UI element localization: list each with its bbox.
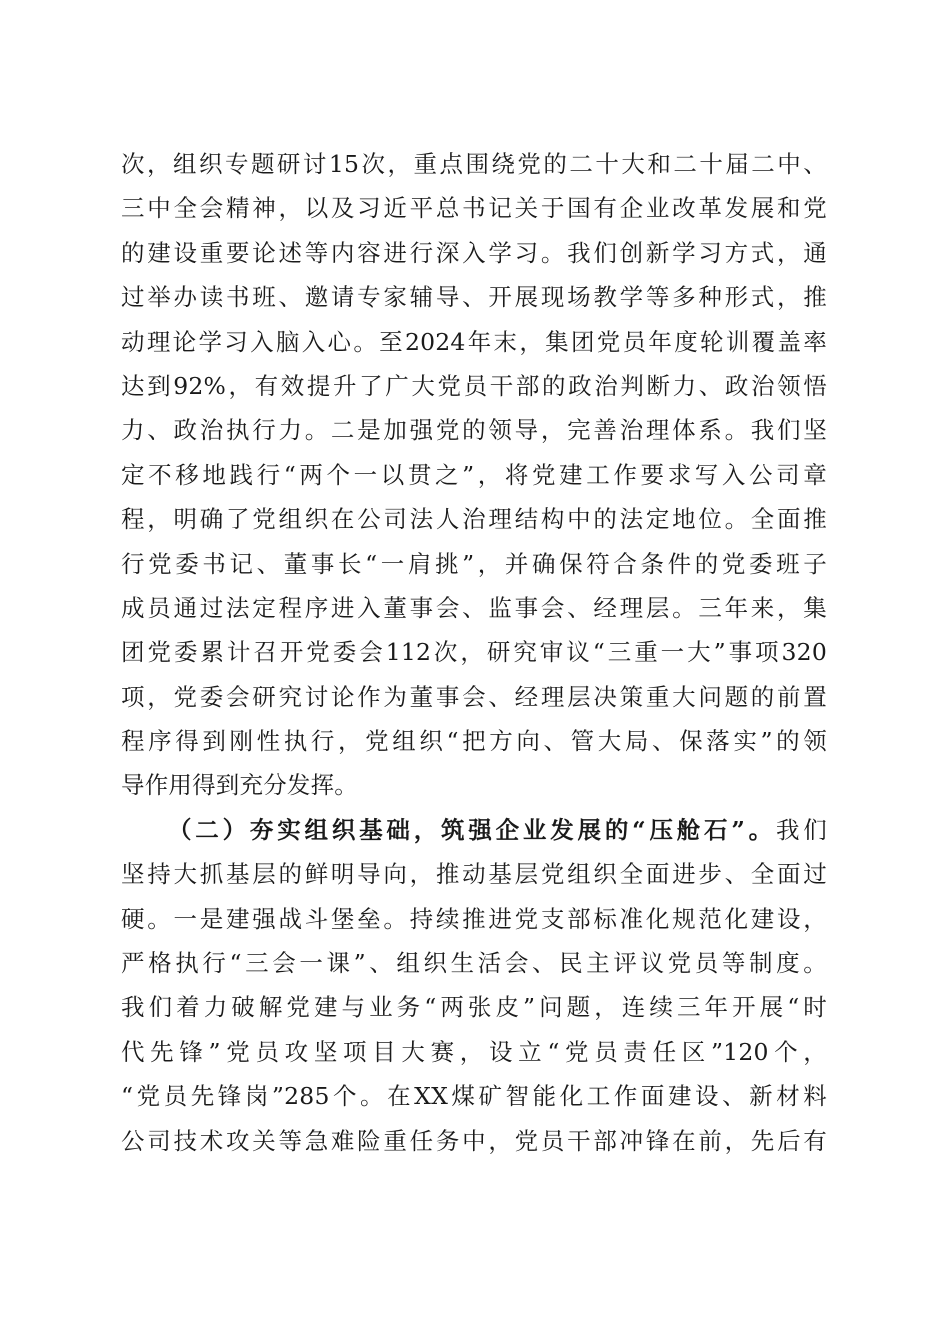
- text-line: 公司技术攻关等急难险重任务中，党员干部冲锋在前，先后有: [121, 1126, 827, 1155]
- text-line: 过举办读书班、邀请专家辅导、开展现场教学等多种形式，推: [121, 283, 827, 312]
- text-line: 程，明确了党组织在公司法人治理结构中的法定地位。全面推: [121, 505, 827, 534]
- text-line: 次，组织专题研讨15次，重点围绕党的二十大和二十届二中、: [121, 150, 827, 178]
- section-heading-tail: 我们: [775, 815, 827, 844]
- text-line: 代先锋”党员攻坚项目大赛，设立“党员责任区”120个，: [121, 1037, 827, 1066]
- text-line: 成员通过法定程序进入董事会、监事会、经理层。三年来，集: [121, 593, 827, 622]
- text-line: 我们着力破解党建与业务“两张皮”问题，连续三年开展“时: [121, 993, 827, 1022]
- text-line: 三中全会精神，以及习近平总书记关于国有企业改革发展和党: [121, 194, 827, 223]
- text-line: 定不移地践行“两个一以贯之”，将党建工作要求写入公司章: [121, 460, 827, 489]
- text-line: 的建设重要论述等内容进行深入学习。我们创新学习方式，通: [121, 238, 827, 267]
- section-heading: （二）夯实组织基础，筑强企业发展的“压舱石”。: [168, 815, 776, 844]
- text-line: 达到92%，有效提升了广大党员干部的政治判断力、政治领悟: [121, 371, 827, 400]
- text-line: 力、政治执行力。二是加强党的领导，完善治理体系。我们坚: [121, 416, 827, 445]
- body-text: [121, 142, 827, 1163]
- text-line: 行党委书记、董事长“一肩挑”，并确保符合条件的党委班子: [121, 549, 827, 578]
- text-line: 团党委累计召开党委会112次，研究审议“三重一大”事项320: [121, 638, 827, 667]
- text-line: 项，党委会研究讨论作为董事会、经理层决策重大问题的前置: [121, 682, 827, 711]
- text-line: 程序得到刚性执行，党组织“把方向、管大局、保落实”的领: [121, 727, 827, 756]
- text-line: 坚持大抓基层的鲜明导向，推动基层党组织全面进步、全面过: [121, 860, 827, 889]
- text-line: 硬。一是建强战斗堡垒。持续推进党支部标准化规范化建设，: [121, 904, 827, 933]
- text-line: 严格执行“三会一课”、组织生活会、民主评议党员等制度。: [121, 949, 827, 978]
- section-heading-line: [121, 808, 827, 852]
- text-line: 导作用得到充分发挥。: [121, 771, 358, 800]
- text-line: 动理论学习入脑入心。至2024年末，集团党员年度轮训覆盖率: [121, 327, 827, 356]
- text-line: “党员先锋岗”285个。在XX煤矿智能化工作面建设、新材料: [121, 1082, 827, 1111]
